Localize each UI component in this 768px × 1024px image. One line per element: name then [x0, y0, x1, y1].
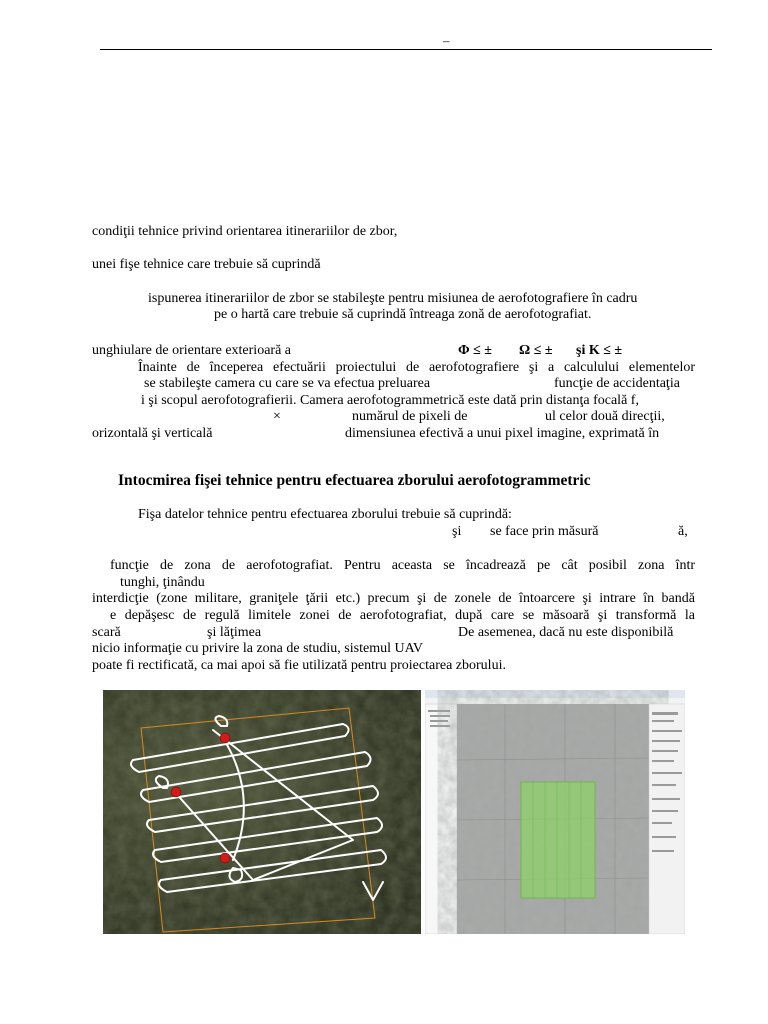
para2-line2: pe o hartă care trebuie să cuprindă întreaga zonă de aerofotografiat.: [214, 307, 592, 322]
para4-line7a: scară: [92, 625, 121, 640]
para4-line5: interdicţie (zone militare, graniţele ţării etc.) precum şi de zonele de întoarcere şi intrare în bandă: [92, 591, 695, 606]
para3-line1: unghiulare de orientare exterioară a: [92, 343, 292, 358]
para1-line1: condiţii tehnice privind orientarea itinerariilor de zbor,: [92, 224, 398, 239]
para4-line7b: şi lăţimea: [207, 625, 262, 640]
para4-line4: tunghi, ţinându: [120, 575, 205, 590]
para3-line4: i şi scopul aerofotografierii. Camera aerofotogrammetrică este dată prin distanţa focală f,: [141, 393, 639, 408]
para3-line3a: se stabileşte camera cu care se va efectua preluarea: [144, 376, 431, 391]
para4-line9: poate fi rectificată, ca mai apoi să fie utilizată pentru proiectarea zborului.: [92, 658, 506, 673]
phi-limit: Φ ≤ ±: [458, 343, 492, 358]
waypoint-marker: [171, 787, 181, 797]
figure: [103, 690, 685, 934]
omega-limit: Ω ≤ ±: [519, 343, 553, 358]
flight-path-satellite-image: [103, 690, 421, 934]
para4-line8: nicio informaţie cu privire la zona de studiu, sistemul UAV: [92, 641, 424, 656]
para4-line2c: ă,: [678, 524, 688, 539]
mission-planner-screenshot: [425, 690, 685, 934]
para4-line1: Fişa datelor tehnice pentru efectuarea zborului trebuie să cuprindă:: [138, 507, 512, 522]
menu-bar: [425, 698, 685, 704]
layers-panel: [425, 704, 457, 934]
header-rule: [100, 49, 712, 50]
para4-line2a: şi: [452, 524, 462, 539]
kappa-limit: şi Κ ≤ ±: [576, 343, 623, 358]
para3-line5b: numărul de pixeli de: [352, 409, 468, 424]
section-title: Intocmirea fişei tehnice pentru efectuarea zborului aerofotogrammetric: [118, 472, 591, 489]
para4-line6: e depăşesc de regulă limitele zonei de aerofotografiat, după care se măsoară şi transformă la: [110, 608, 695, 623]
para3-line5a: ×: [273, 409, 281, 424]
properties-panel: [649, 704, 685, 934]
para4-line7c: De asemenea, dacă nu este disponibilă: [458, 625, 674, 640]
para3-line5c: ul celor două direcţii,: [545, 409, 665, 424]
flight-path-svg: [103, 690, 421, 934]
para3-line2: Înainte de începerea efectuării proiectului de aerofotografiere şi a calculului elementelor: [138, 360, 695, 375]
survey-area-polygon: [521, 782, 595, 898]
para4-line2b: se face prin măsură: [490, 524, 599, 539]
para1-line2: unei fişe tehnice care trebuie să cuprindă: [92, 257, 321, 272]
window-titlebar: [425, 690, 685, 698]
para3-line3b: funcţie de accidentaţia: [554, 376, 680, 391]
para2-line1: ispunerea itinerariilor de zbor se stabileşte pentru misiunea de aerofotografiere în cadru: [148, 291, 638, 306]
para4-line3: funcţie de zona de aerofotografiat. Pentru aceasta se încadrează pe cât posibil zona într: [110, 558, 695, 573]
para3-line6a: orizontală şi verticală: [92, 426, 213, 441]
planner-svg: [425, 690, 685, 934]
para3-line6b: dimensiunea efectivă a unui pixel imagine, exprimată în: [345, 426, 660, 441]
waypoint-marker: [220, 733, 230, 743]
waypoint-marker: [220, 853, 230, 863]
header-mark: –: [443, 33, 450, 48]
